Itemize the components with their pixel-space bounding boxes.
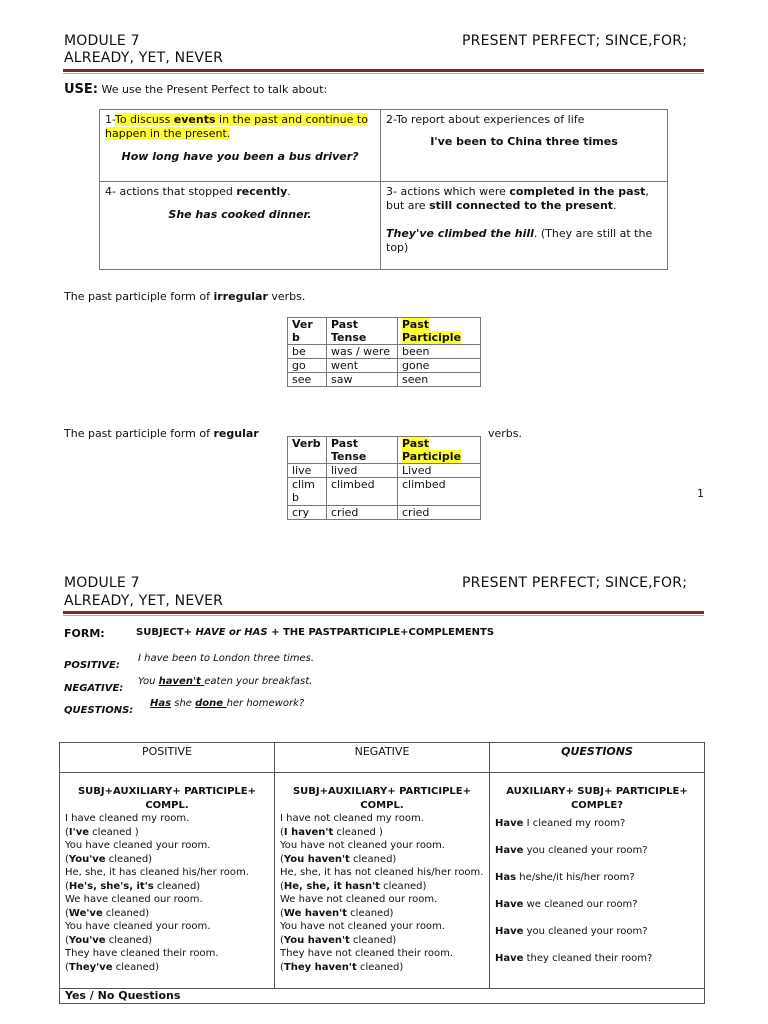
table-row: see saw seen: [288, 373, 481, 387]
regular-verbs-table: [287, 436, 481, 520]
negative-example: NEGATIVE: You haven't eaten your breakfast.: [64, 676, 313, 694]
formula: AUXILIARY+ SUBJ+ PARTICIPLE+ COMPLE?: [506, 786, 688, 811]
header-rule-thin: [63, 73, 704, 74]
col-header-negative: NEGATIVE: [275, 743, 490, 773]
irregular-verbs-table: [287, 317, 481, 387]
page-number: 1: [697, 487, 704, 500]
table-header: Verb: [288, 437, 327, 464]
table-header: Past Participle: [398, 318, 481, 345]
positive-example: POSITIVE: I have been to London three times.: [64, 653, 315, 671]
use-cell-1: 1-To discuss events in the past and continue to happen in the present. How long have you been a bus driver?: [100, 110, 381, 182]
use-cell-4: 4- actions that stopped recently. She has cooked dinner.: [100, 182, 381, 270]
table-header: Past Tense: [327, 437, 398, 464]
topic-subtitle: ALREADY, YET, NEVER: [64, 50, 224, 66]
negative-column: SUBJ+AUXILIARY+ PARTICIPLE+ COMPL. I have not cleaned my room. (I haven't cleaned ) You have not cleaned your room. (You haven't cleaned) He, she, it has not cleaned his/her room. (He, she, it hasn't cleaned) We have not cleaned our room. (We haven't cleaned) You have not cleaned your room. (You haven't cleaned) They have not cleaned their room. (They haven't cleaned): [275, 773, 490, 989]
example-sentence: I've been to China three times: [430, 135, 618, 148]
table-row: live lived Lived: [288, 464, 481, 478]
header-rule: [63, 69, 704, 72]
questions-column: AUXILIARY+ SUBJ+ PARTICIPLE+ COMPLE? Have I cleaned my room? Have you cleaned your room? Has he/she/it his/her room? Have we cleaned our room? Have you cleaned your room? Have they cleaned their room?: [490, 773, 705, 989]
table-header: Past Participle: [398, 437, 481, 464]
table-row: go went gone: [288, 359, 481, 373]
module-title: MODULE 7: [64, 575, 140, 591]
table-row: be was / were been: [288, 345, 481, 359]
positive-column: SUBJ+AUXILIARY+ PARTICIPLE+ COMPL. I have cleaned my room. (I've cleaned ) You have cleaned your room. (You've cleaned) He, she, it has cleaned his/her room. (He's, she's, it's cleaned) We have cleaned our room. (We've cleaned) You have cleaned your room. (You've cleaned) They have cleaned their room. (They've cleaned): [60, 773, 275, 989]
forms-table: [59, 742, 705, 1004]
use-cell-3: 3- actions which were completed in the past, but are still connected to the present. They've climbed the hill. (They are still at the top): [381, 182, 668, 270]
topic-subtitle: ALREADY, YET, NEVER: [64, 593, 224, 609]
col-header-positive: POSITIVE: [60, 743, 275, 773]
example-sentence: How long have you been a bus driver?: [121, 150, 359, 163]
positive-label: POSITIVE:: [64, 660, 120, 671]
use-label: USE:: [64, 82, 98, 97]
form-line: FORM: SUBJECT+ HAVE or HAS + THE PASTPARTICIPLE+COMPLEMENTS: [64, 627, 495, 640]
example-sentence: They've climbed the hill. (They are still at the top): [386, 227, 653, 254]
use-text: We use the Present Perfect to talk about:: [98, 83, 328, 96]
table-header: Ver b: [288, 318, 327, 345]
regular-intro: The past participle form of regular: [64, 427, 259, 440]
example-sentence: She has cooked dinner.: [168, 208, 312, 221]
topic-title: PRESENT PERFECT; SINCE,FOR;: [462, 33, 688, 49]
question-example: QUESTIONS: Has she done her homework?: [64, 698, 305, 716]
questions-label: QUESTIONS:: [64, 705, 134, 716]
formula: SUBJ+AUXILIARY+ PARTICIPLE+ COMPL.: [77, 786, 257, 811]
table-header: Past Tense: [327, 318, 398, 345]
use-cell-2: 2-To report about experiences of life I've been to China three times: [381, 110, 668, 182]
table-row: cry cried cried: [288, 506, 481, 520]
header-rule-thin: [63, 615, 704, 616]
topic-title: PRESENT PERFECT; SINCE,FOR;: [462, 575, 688, 591]
uses-table: [99, 109, 668, 270]
negative-label: NEGATIVE:: [64, 683, 124, 694]
header-rule: [63, 611, 704, 614]
formula: SUBJ+AUXILIARY+ PARTICIPLE+ COMPL.: [292, 786, 472, 811]
regular-intro-end: verbs.: [488, 427, 523, 440]
col-header-questions: QUESTIONS: [490, 743, 705, 773]
form-label: FORM:: [64, 627, 105, 640]
table-row: clim b climbed climbed: [288, 478, 481, 506]
use-intro: [64, 83, 327, 97]
yes-no-questions-heading: Yes / No Questions: [60, 989, 705, 1004]
module-title: MODULE 7: [64, 33, 140, 49]
irregular-intro: The past participle form of irregular verbs.: [64, 290, 306, 303]
